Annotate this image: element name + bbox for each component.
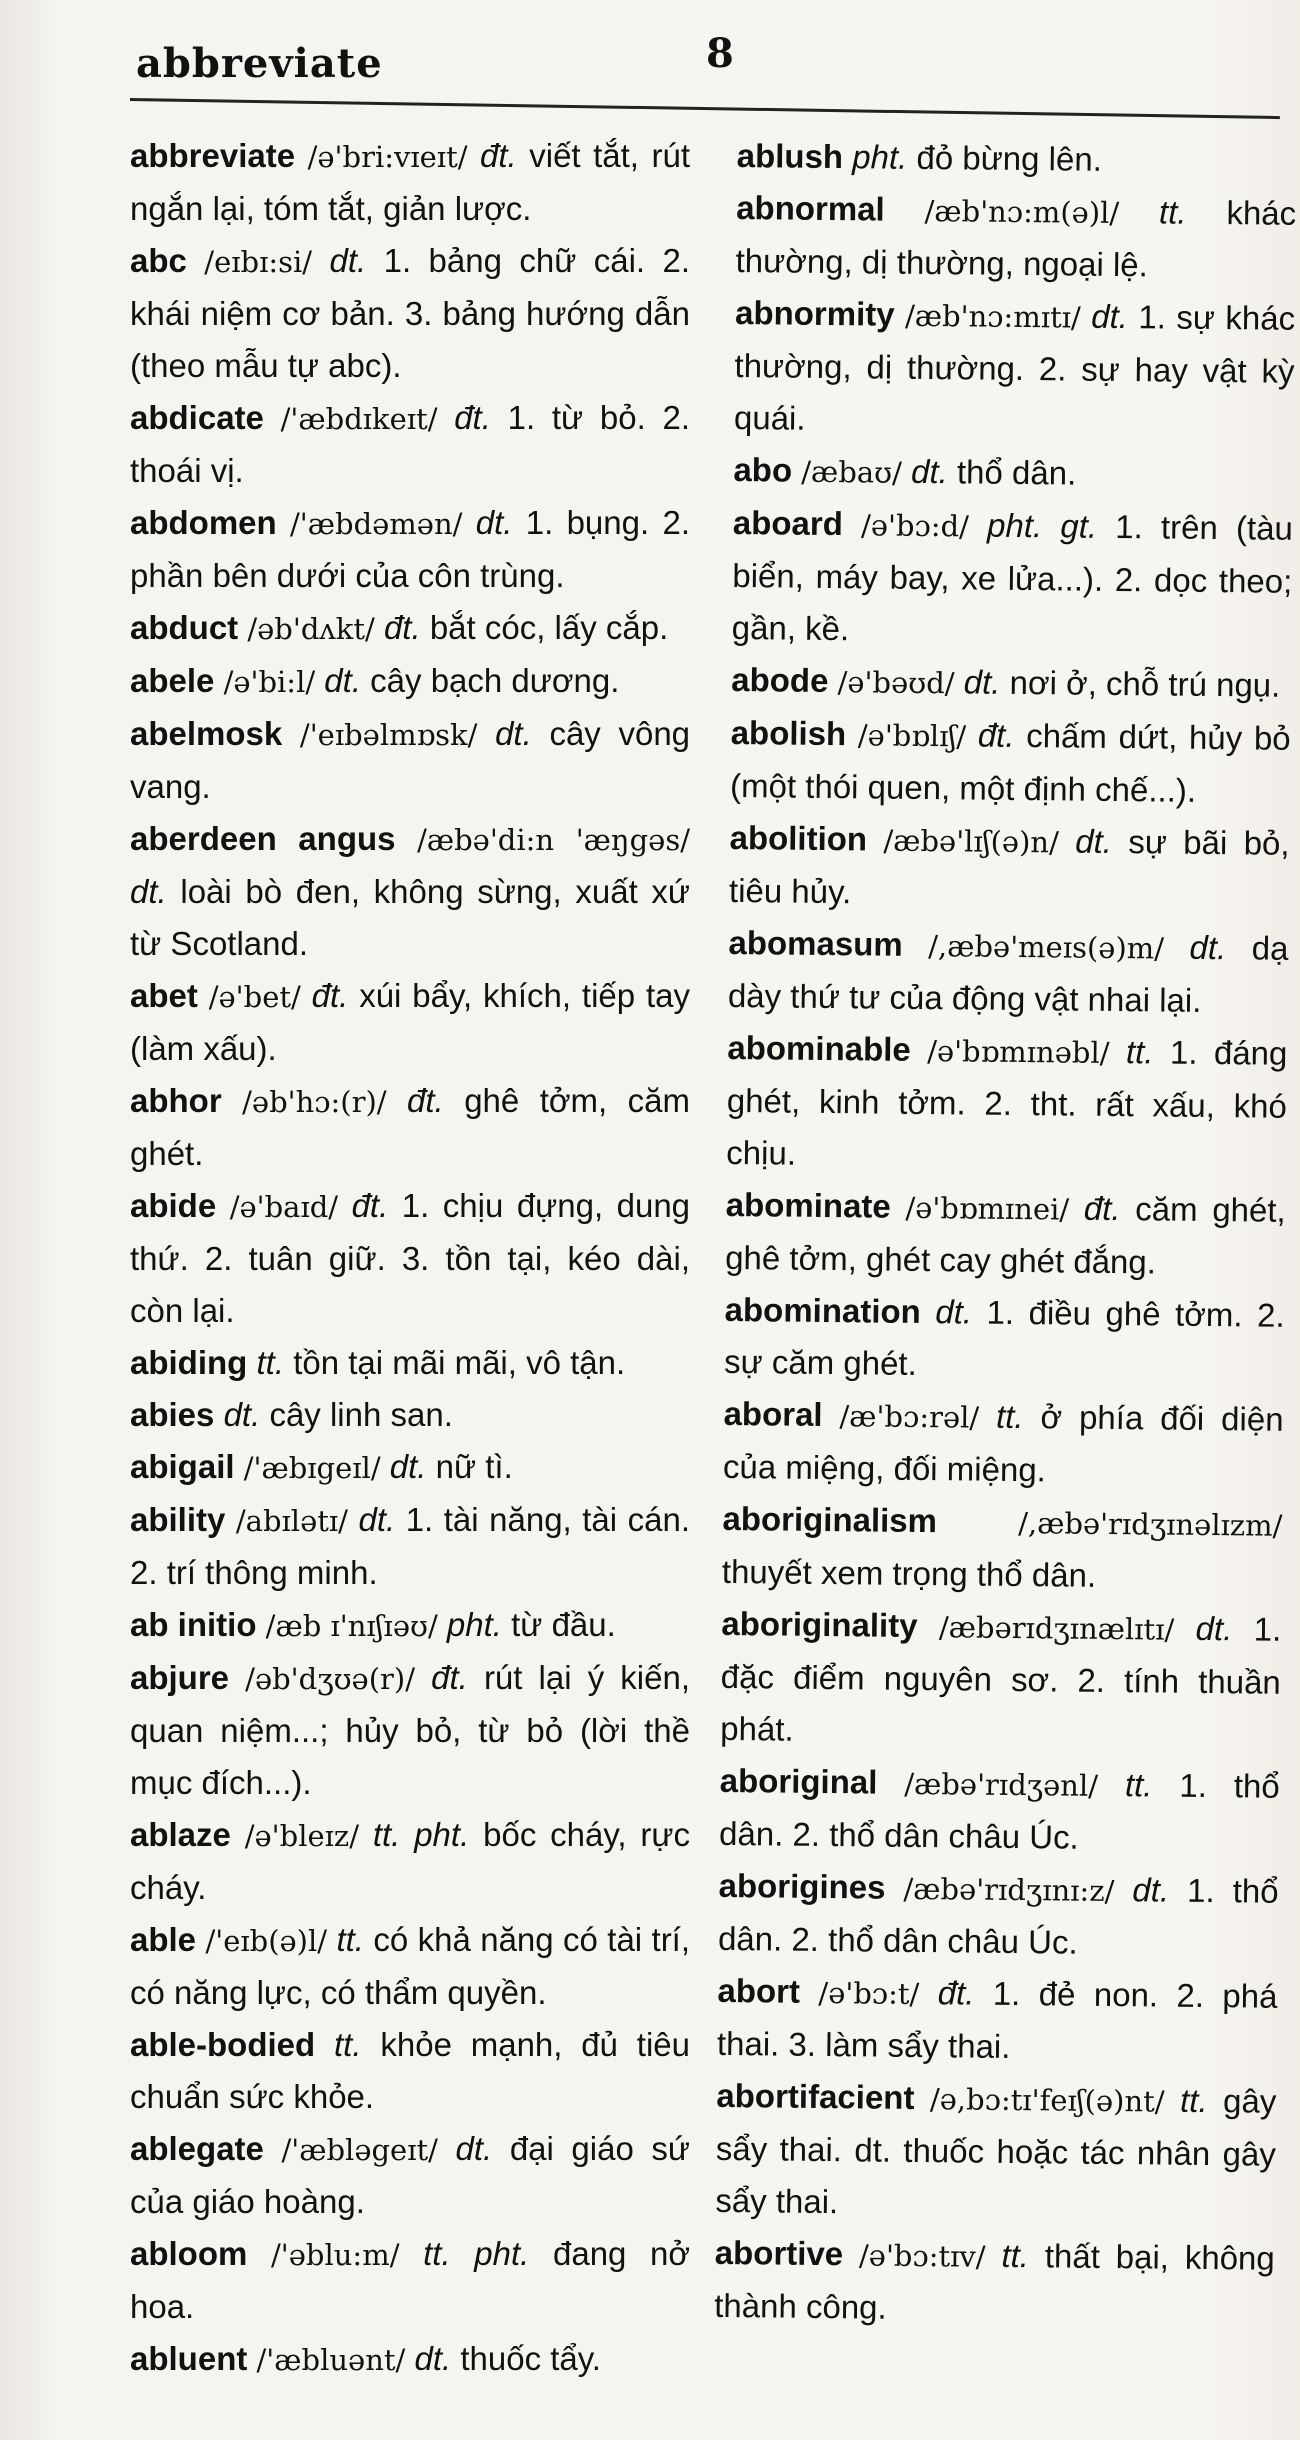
pronunciation: /æ'bɔ:rəl/ bbox=[839, 1399, 980, 1435]
headword: abies bbox=[130, 1396, 215, 1433]
dictionary-entry bbox=[723, 1388, 1284, 1499]
definition: thuyết xem trọng thổ dân. bbox=[721, 1552, 1097, 1594]
part-of-speech: đt. bbox=[383, 609, 421, 646]
part-of-speech: tt. bbox=[1001, 2236, 1030, 2275]
dictionary-entry bbox=[130, 2228, 690, 2333]
definition: dạ dày thứ tư của động vật nhai lại. bbox=[727, 929, 1289, 1019]
headword: abiding bbox=[130, 1344, 248, 1381]
definition: đỏ bừng lên. bbox=[916, 138, 1103, 178]
dictionary-entry bbox=[130, 2333, 690, 2386]
dictionary-entry bbox=[130, 1914, 690, 2019]
definition: thổ dân. bbox=[956, 453, 1077, 492]
pronunciation: /'æbɪgeɪl/ bbox=[243, 1451, 381, 1485]
part-of-speech: đt. bbox=[431, 1659, 468, 1696]
pronunciation: /əb'dʌkt/ bbox=[247, 612, 375, 646]
pronunciation: /ə'baɪd/ bbox=[229, 1190, 339, 1224]
headword: abet bbox=[130, 977, 198, 1014]
dictionary-entry bbox=[726, 1022, 1288, 1185]
definition: gây sẩy thai. dt. thuốc hoặc tác nhân gây sẩy thai. bbox=[715, 2082, 1277, 2221]
headword: abbreviate bbox=[130, 137, 296, 174]
dictionary-entry bbox=[130, 602, 690, 655]
headword: aboard bbox=[732, 503, 844, 543]
dictionary-entry bbox=[130, 970, 690, 1075]
dictionary-entry bbox=[130, 1809, 690, 1914]
headword: abolition bbox=[729, 818, 868, 858]
definition: 1. điều ghê tởm. 2. sự căm ghét. bbox=[723, 1293, 1285, 1382]
definition: cây linh san. bbox=[269, 1396, 453, 1433]
headword: abominable bbox=[727, 1028, 911, 1068]
pronunciation: /æbaʊ/ bbox=[801, 454, 903, 490]
left-column bbox=[130, 130, 690, 2386]
pronunciation: /ə'bɒlɪʃ/ bbox=[857, 718, 967, 754]
headword: abjure bbox=[130, 1659, 230, 1696]
headword: aborigines bbox=[718, 1866, 886, 1906]
guide-word: abbreviate bbox=[136, 40, 383, 87]
pronunciation: /abɪlətɪ/ bbox=[235, 1504, 348, 1538]
dictionary-entry bbox=[130, 497, 690, 602]
part-of-speech: tt. bbox=[336, 1921, 364, 1958]
pronunciation: /ə'bɔ:tɪv/ bbox=[858, 2238, 986, 2274]
dictionary-entry bbox=[130, 235, 690, 392]
dictionary-entry bbox=[724, 1284, 1285, 1394]
headword: abort bbox=[717, 1971, 801, 2010]
dictionary-entry bbox=[722, 1493, 1283, 1604]
headword: abluent bbox=[130, 2340, 248, 2377]
dictionary-entry bbox=[130, 1180, 690, 1337]
part-of-speech: dt. bbox=[1091, 297, 1129, 336]
pronunciation: /æbə'rɪdʒənl/ bbox=[904, 1766, 1099, 1803]
headword: abdicate bbox=[130, 399, 264, 436]
definition: cây vông vang. bbox=[130, 715, 691, 805]
definition: 1. đặc điểm nguyên sơ. 2. tính thuần phát. bbox=[720, 1610, 1282, 1748]
part-of-speech: đt. bbox=[1083, 1189, 1121, 1228]
part-of-speech: tt. bbox=[256, 1344, 285, 1381]
part-of-speech: đt. bbox=[937, 1974, 975, 2012]
dictionary-entry bbox=[130, 1389, 690, 1441]
dictionary-entry bbox=[130, 655, 690, 708]
headword: abnormal bbox=[735, 188, 885, 228]
dictionary-entry bbox=[130, 2123, 690, 2228]
dictionary-entry bbox=[730, 707, 1291, 818]
part-of-speech: dt. bbox=[414, 2340, 452, 2377]
part-of-speech: dt. bbox=[495, 715, 532, 752]
part-of-speech: dt. bbox=[130, 873, 167, 910]
pronunciation: /əb'dʒʊə(r)/ bbox=[245, 1662, 415, 1696]
part-of-speech: dt. bbox=[324, 662, 361, 699]
pronunciation: /,æbə'meɪs(ə)m/ bbox=[928, 929, 1165, 966]
part-of-speech: tt. pht. bbox=[423, 2235, 530, 2272]
definition: bắt cóc, lấy cắp. bbox=[429, 609, 669, 646]
pronunciation: /ə'bri:vɪeɪt/ bbox=[307, 140, 468, 174]
definition: tồn tại mãi mãi, vô tận. bbox=[293, 1344, 626, 1381]
dictionary-entry bbox=[717, 1965, 1278, 2076]
definition: 1. thổ dân. 2. thổ dân châu Úc. bbox=[718, 1766, 1280, 1856]
definition: từ đầu. bbox=[511, 1606, 616, 1643]
dictionary-entry bbox=[130, 1075, 690, 1180]
part-of-speech: dt. bbox=[223, 1396, 261, 1433]
definition: khỏe mạnh, đủ tiêu chuẩn sức khỏe. bbox=[130, 2026, 691, 2115]
dictionary-entry bbox=[732, 497, 1294, 660]
dictionary-entry bbox=[719, 1755, 1280, 1866]
pronunciation: /æb'nɔ:mɪtɪ/ bbox=[904, 298, 1081, 335]
pronunciation: /əb'hɔ:(r)/ bbox=[242, 1085, 387, 1119]
part-of-speech: tt. bbox=[1179, 2081, 1208, 2120]
part-of-speech: tt. bbox=[995, 1397, 1024, 1436]
headword: abolish bbox=[730, 713, 847, 753]
pronunciation: /eɪbɪ:si/ bbox=[204, 245, 313, 279]
pronunciation: /æbə'lɪʃ(ə)n/ bbox=[883, 823, 1060, 860]
part-of-speech: pht. bbox=[852, 138, 908, 176]
dictionary-entry bbox=[734, 287, 1296, 450]
pronunciation: /ə,bɔ:tɪ'feɪʃ(ə)nt/ bbox=[929, 2082, 1165, 2119]
pronunciation: /'eɪb(ə)l/ bbox=[205, 1924, 328, 1958]
part-of-speech: dt. bbox=[1075, 822, 1113, 860]
definition: 1. từ bỏ. 2. thoái vị. bbox=[130, 399, 691, 489]
part-of-speech: dt. bbox=[935, 1293, 973, 1331]
dictionary-entry bbox=[733, 444, 1294, 503]
pronunciation: /ə'bɒmɪnei/ bbox=[905, 1190, 1070, 1227]
definition: sự bãi bỏ, tiêu hủy. bbox=[728, 823, 1290, 911]
pronunciation: /æb'nɔ:m(ə)l/ bbox=[924, 193, 1120, 231]
part-of-speech: tt. pht. bbox=[372, 1816, 470, 1853]
definition: nơi ở, chỗ trú ngụ. bbox=[1009, 663, 1281, 704]
definition: đang nở hoa. bbox=[130, 2235, 691, 2325]
part-of-speech: dt. bbox=[1132, 1871, 1170, 1909]
headword: ability bbox=[130, 1501, 226, 1538]
part-of-speech: đt. bbox=[407, 1082, 444, 1119]
headword: abduct bbox=[130, 609, 239, 646]
part-of-speech: dt. bbox=[1195, 1609, 1233, 1648]
headword: abortive bbox=[714, 2233, 844, 2273]
definition: xúi bẩy, khích, tiếp tay (làm xấu). bbox=[130, 977, 690, 1067]
definition: ghê tởm, căm ghét. bbox=[130, 1082, 690, 1172]
headword: aboriginalism bbox=[722, 1499, 938, 1540]
headword: abelmosk bbox=[130, 715, 283, 752]
pronunciation: /æbərɪdʒɪnælɪtɪ/ bbox=[938, 1610, 1175, 1647]
definition: chấm dứt, hủy bỏ (một thói quen, một định chế...). bbox=[729, 717, 1291, 809]
dictionary-entry bbox=[728, 917, 1289, 1028]
dictionary-entry bbox=[720, 1598, 1282, 1761]
definition: loài bò đen, không sừng, xuất xứ từ Scotland. bbox=[130, 873, 690, 962]
definition: 1. đẻ non. 2. phá thai. 3. làm sẩy thai. bbox=[716, 1974, 1278, 2065]
pronunciation: /'æbləgeɪt/ bbox=[281, 2133, 438, 2167]
dictionary-entry bbox=[715, 2070, 1277, 2233]
part-of-speech: tt. bbox=[334, 2026, 362, 2063]
pronunciation: /'əblu:m/ bbox=[271, 2238, 400, 2272]
part-of-speech: đt. bbox=[480, 137, 517, 174]
definition: 1. thổ dân. 2. thổ dân châu Úc. bbox=[717, 1871, 1279, 1961]
pronunciation: /ə'bet/ bbox=[208, 980, 301, 1014]
headword: able bbox=[130, 1921, 197, 1958]
headword: abdomen bbox=[130, 504, 277, 541]
dictionary-entry bbox=[130, 813, 690, 970]
dictionary-entry bbox=[130, 1599, 690, 1652]
part-of-speech: dt. bbox=[389, 1448, 427, 1485]
pronunciation: /æbə'di:n 'æŋgəs/ bbox=[417, 823, 690, 857]
dictionary-entry bbox=[130, 130, 690, 235]
dictionary-entry bbox=[130, 708, 690, 813]
definition: nữ tì. bbox=[435, 1448, 513, 1485]
part-of-speech: dt. bbox=[329, 242, 367, 279]
dictionary-entry bbox=[735, 182, 1296, 293]
page-number: 8 bbox=[706, 30, 734, 77]
headword: aboral bbox=[723, 1394, 823, 1433]
definition: căm ghét, ghê tởm, ghét cay ghét đắng. bbox=[724, 1190, 1286, 1281]
definition: 1. trên (tàu biển, máy bay, xe lửa...). 2. dọc theo; gần, kề. bbox=[731, 507, 1294, 648]
headword: aboriginality bbox=[721, 1604, 918, 1644]
pronunciation: /'eɪbəlmɒsk/ bbox=[299, 718, 478, 752]
pronunciation: /'æbdɪkeɪt/ bbox=[280, 402, 438, 436]
headword: abomination bbox=[724, 1290, 922, 1330]
definition: cây bạch dương. bbox=[370, 662, 620, 699]
dictionary-entry bbox=[736, 130, 1297, 188]
part-of-speech: dt. bbox=[358, 1501, 396, 1538]
part-of-speech: đt. bbox=[454, 399, 491, 436]
pronunciation: /'æbluənt/ bbox=[256, 2343, 406, 2377]
definition: rút lại ý kiến, quan niệm...; hủy bỏ, từ bỏ (lời thề mục đích...). bbox=[130, 1659, 691, 1801]
headword: abide bbox=[130, 1187, 217, 1224]
pronunciation: /,æbə'rɪdʒɪnəlɪzm/ bbox=[1018, 1506, 1283, 1543]
part-of-speech: pht. gt. bbox=[986, 506, 1098, 545]
definition: bốc cháy, rực cháy. bbox=[130, 1816, 691, 1906]
dictionary-entry bbox=[130, 1494, 690, 1599]
headword: abnormity bbox=[734, 293, 895, 333]
definition: viết tắt, rút ngắn lại, tóm tắt, giản lược. bbox=[130, 137, 690, 227]
part-of-speech: đt. bbox=[977, 716, 1015, 754]
definition: đại giáo sứ của giáo hoàng. bbox=[130, 2130, 691, 2220]
definition: 1. bảng chữ cái. 2. khái niệm cơ bản. 3. bảng hướng dẫn (theo mẫu tự abc). bbox=[130, 242, 691, 384]
definition: khác thường, dị thường, ngoại lệ. bbox=[735, 194, 1297, 284]
dictionary-entry bbox=[714, 2227, 1275, 2338]
pronunciation: /ə'bleɪz/ bbox=[244, 1819, 359, 1853]
dictionary-entry bbox=[718, 1860, 1279, 1971]
headword: abominate bbox=[725, 1185, 891, 1225]
definition: thất bại, không thành công. bbox=[714, 2237, 1275, 2326]
part-of-speech: dt. bbox=[475, 504, 513, 541]
headword: able-bodied bbox=[130, 2026, 316, 2063]
headword: abortifacient bbox=[716, 2076, 915, 2116]
part-of-speech: tt. bbox=[1125, 1033, 1154, 1071]
part-of-speech: dt. bbox=[1189, 928, 1227, 967]
right-column bbox=[714, 130, 1297, 2338]
dictionary-entry bbox=[731, 654, 1292, 713]
headword: ablush bbox=[736, 136, 844, 176]
part-of-speech: tt. bbox=[1124, 1766, 1153, 1804]
dictionary-entry bbox=[725, 1179, 1286, 1290]
pronunciation: /ə'bi:l/ bbox=[223, 665, 316, 699]
page-header bbox=[130, 30, 1280, 110]
headword: abloom bbox=[130, 2235, 248, 2272]
pronunciation: /ə'bɒmɪnəbl/ bbox=[927, 1034, 1110, 1070]
pronunciation: /ə'bəʊd/ bbox=[837, 665, 955, 701]
definition: 1. đáng ghét, kinh tởm. 2. tht. rất xấu, khó chịu. bbox=[726, 1033, 1288, 1172]
part-of-speech: dt. bbox=[455, 2130, 493, 2167]
definition: ở phía đối diện của miệng, đối miệng. bbox=[722, 1398, 1284, 1489]
dictionary-entry bbox=[130, 1652, 690, 1809]
definition: 1. bụng. 2. phần bên dưới của côn trùng. bbox=[130, 504, 690, 594]
headword: ablaze bbox=[130, 1816, 231, 1853]
part-of-speech: dt. bbox=[910, 452, 948, 491]
headword: abo bbox=[733, 450, 793, 489]
dictionary-entry bbox=[729, 812, 1290, 923]
dictionary-entry bbox=[130, 1337, 690, 1389]
headword: aberdeen angus bbox=[130, 820, 396, 857]
dictionary-entry bbox=[130, 1441, 690, 1494]
part-of-speech: pht. bbox=[446, 1606, 502, 1643]
headword: aboriginal bbox=[719, 1761, 878, 1801]
pronunciation: /æbə'rɪdʒɪnɪ:z/ bbox=[903, 1871, 1115, 1909]
part-of-speech: tt. bbox=[1158, 193, 1187, 231]
headword: abomasum bbox=[728, 923, 903, 963]
pronunciation: /ə'bɔ:t/ bbox=[818, 1975, 920, 2012]
headword: abele bbox=[130, 662, 215, 699]
headword: ablegate bbox=[130, 2130, 264, 2167]
pronunciation: /'æbdəmən/ bbox=[290, 507, 463, 541]
headword: abhor bbox=[130, 1082, 222, 1119]
headword: abode bbox=[731, 660, 829, 699]
headword: abigail bbox=[130, 1448, 235, 1485]
headword: ab initio bbox=[130, 1606, 257, 1643]
definition: thuốc tẩy. bbox=[460, 2340, 601, 2377]
headword: abc bbox=[130, 242, 187, 279]
definition: 1. chịu đựng, dung thứ. 2. tuân giữ. 3. tồn tại, kéo dài, còn lại. bbox=[130, 1187, 691, 1329]
definition: có khả năng có tài trí, có năng lực, có thẩm quyền. bbox=[130, 1921, 691, 2011]
part-of-speech: đt. bbox=[311, 977, 349, 1014]
pronunciation: /æb ɪ'nɪʃɪəʊ/ bbox=[265, 1609, 438, 1643]
part-of-speech: dt. bbox=[963, 663, 1001, 701]
dictionary-entry bbox=[130, 392, 690, 497]
pronunciation: /ə'bɔ:d/ bbox=[860, 508, 970, 544]
dictionary-entry bbox=[130, 2019, 690, 2123]
definition: 1. sự khác thường, dị thường. 2. sự hay vật kỳ quái. bbox=[733, 298, 1296, 437]
definition: 1. tài năng, tài cán. 2. trí thông minh. bbox=[130, 1501, 690, 1591]
part-of-speech: đt. bbox=[351, 1187, 389, 1224]
